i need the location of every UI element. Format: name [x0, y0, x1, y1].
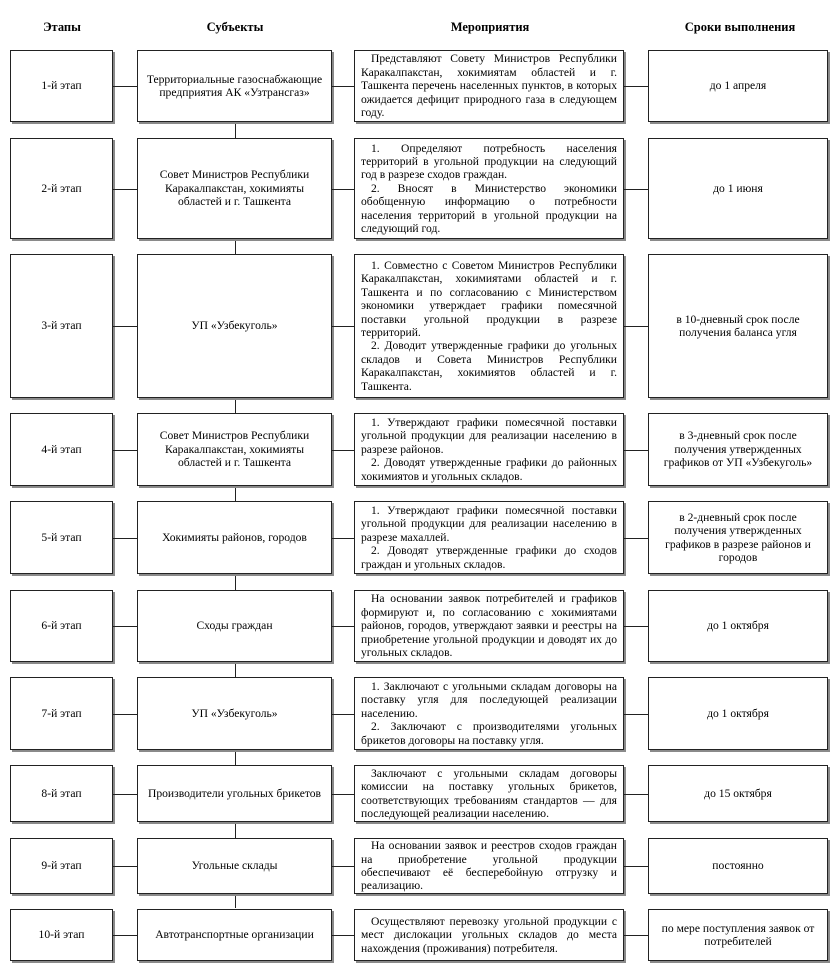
connector-line: [113, 86, 137, 87]
subject-box: [137, 50, 332, 122]
stage-box: [10, 501, 113, 574]
deadline-label: до 1 апреля: [709, 79, 767, 93]
stage-label: 4-й этап: [41, 442, 82, 456]
activity-item: 1. Утверждают графики помесячной поставки угольной продукции для реализации населению в разрезе районов.: [361, 415, 617, 456]
subject-label: Сходы граждан: [196, 619, 273, 633]
deadline-box: [648, 590, 828, 662]
deadline-label: постоянно: [712, 859, 764, 873]
connector-line: [332, 538, 354, 539]
stage-box: [10, 413, 113, 486]
activity-item: Представляют Совету Министров Республики Каракалпакстан, хокимиятам областей и г. Ташкента перечень населенных пунктов, в которых ожидается дефицит природного газа в следующем году.: [361, 52, 617, 120]
activity-box: [354, 138, 624, 239]
deadline-label: до 1 июня: [713, 181, 763, 195]
deadline-label: до 1 октября: [707, 619, 769, 633]
stage-label: 7-й этап: [41, 706, 82, 720]
connector-line: [624, 326, 648, 327]
activity-item: 2. Заключают с производителями угольных брикетов договоры на поставку угля.: [361, 720, 617, 747]
connector-line: [113, 626, 137, 627]
connector-line: [624, 714, 648, 715]
connector-line: [624, 794, 648, 795]
subject-label: Совет Министров Республики Каракалпакстан, хокимияты областей и г. Ташкента: [159, 429, 310, 470]
stage-label: 3-й этап: [41, 319, 82, 333]
connector-line: [332, 714, 354, 715]
connector-line: [113, 326, 137, 327]
connector-line: [113, 450, 137, 451]
deadline-box: [648, 413, 828, 486]
connector-line: [624, 935, 648, 936]
connector-line: [113, 714, 137, 715]
stage-box: [10, 677, 113, 750]
subject-box: [137, 838, 332, 894]
subject-box: [137, 138, 332, 239]
activity-box: [354, 909, 624, 961]
deadline-label: до 15 октября: [704, 786, 772, 800]
stage-box: [10, 838, 113, 894]
activity-item: На основании заявок потребителей и графиков формируют и, по согласованию с хокимиятами районов, городов, утверждают заявки и реестры на приобретение угольной продукции и доводят их до угольных складов.: [361, 592, 617, 660]
stage-label: 10-й этап: [38, 928, 85, 942]
connector-line: [332, 794, 354, 795]
deadline-label: до 1 октября: [707, 706, 769, 720]
header-subjects: Субъекты: [206, 20, 264, 34]
activity-item: На основании заявок и реестров сходов граждан на приобретение угольной продукции обеспечивают её бесперебойную отгрузку и реализацию.: [361, 839, 617, 893]
deadline-label: в 10-дневный срок после получения баланса угля: [676, 312, 800, 339]
connector-line: [332, 935, 354, 936]
stage-label: 5-й этап: [41, 530, 82, 544]
stage-box: [10, 765, 113, 822]
subject-label: Территориальные газоснабжающие предприятия АК «Узтрансгаз»: [146, 72, 323, 99]
connector-line: [624, 538, 648, 539]
subject-box: [137, 765, 332, 822]
connector-line: [113, 935, 137, 936]
subject-label: Угольные склады: [191, 859, 278, 873]
connector-line: [332, 626, 354, 627]
activity-item: 2. Доводят утвержденные графики до районных хокимиятов и угольных складов.: [361, 456, 617, 483]
deadline-box: [648, 765, 828, 822]
connector-line: [624, 866, 648, 867]
subject-label: Совет Министров Республики Каракалпакстан, хокимияты областей и г. Ташкента: [159, 168, 310, 209]
deadline-label: в 3-дневный срок после получения утвержденных графиков от УП «Узбекуголь»: [663, 429, 813, 470]
header-stages: Этапы: [43, 20, 81, 34]
stage-label: 1-й этап: [41, 79, 82, 93]
activity-box: [354, 838, 624, 894]
deadline-box: [648, 254, 828, 398]
activity-item: 2. Вносят в Министерство экономики обобщенную информацию о потребности населения территорий в угольной продукции на следующий год.: [361, 181, 617, 236]
connector-line: [113, 794, 137, 795]
connector-line: [332, 189, 354, 190]
deadline-box: [648, 50, 828, 122]
connector-line: [624, 450, 648, 451]
subject-box: [137, 677, 332, 750]
connector-line: [332, 86, 354, 87]
deadline-box: [648, 838, 828, 894]
subject-label: УП «Узбекуголь»: [191, 319, 278, 333]
connector-line: [332, 326, 354, 327]
activity-box: [354, 413, 624, 486]
subject-box: [137, 590, 332, 662]
connector-line: [113, 538, 137, 539]
connector-line: [113, 189, 137, 190]
connector-line: [624, 189, 648, 190]
connector-line: [332, 866, 354, 867]
activity-box: [354, 501, 624, 574]
stage-box: [10, 138, 113, 239]
stage-label: 8-й этап: [41, 786, 82, 800]
activity-item: Заключают с угольными складам договоры комиссии на поставку угольных брикетов, соответствующих требованиям стандартов — для последующей реализации населению.: [361, 766, 617, 820]
deadline-label: в 2-дневный срок после получения утвержденных графиков в разрезе районов и городов: [665, 510, 811, 564]
stage-label: 9-й этап: [41, 859, 82, 873]
activity-item: 2. Доводит утвержденные графики до угольных складов и Совета Министров Республики Каракалпакстан, хокимиятов областей и г. Ташкента.: [361, 339, 617, 393]
subject-label: Хокимияты районов, городов: [162, 530, 307, 544]
activity-item: 1. Заключают с угольными складам договоры на поставку угля для последующей реализации населению.: [361, 679, 617, 720]
deadline-box: [648, 677, 828, 750]
activity-item: 1. Совместно с Советом Министров Республики Каракалпакстан, хокимиятами областей и г. Ташкента и по согласованию с Министерством экономики утверждает графики помесячной поставки угольной продукции в разрезе территорий.: [361, 258, 617, 339]
connector-line: [624, 626, 648, 627]
connector-line: [624, 86, 648, 87]
activity-box: [354, 50, 624, 122]
activity-item: 1. Определяют потребность населения территорий в угольной продукции на следующий год в разрезе сходов граждан.: [361, 141, 617, 182]
header-activities: Мероприятия: [450, 20, 530, 34]
activity-item: Осуществляют перевозку угольной продукции с мест дислокации угольных складов до места нахождения (проживания) потребителя.: [361, 914, 617, 955]
header-deadlines: Сроки выполнения: [684, 20, 796, 34]
deadline-box: [648, 501, 828, 574]
subject-box: [137, 909, 332, 961]
connector-line: [332, 450, 354, 451]
stage-box: [10, 254, 113, 398]
stage-label: 2-й этап: [41, 181, 82, 195]
stage-box: [10, 590, 113, 662]
connector-line: [113, 866, 137, 867]
subject-box: [137, 254, 332, 398]
activity-item: 1. Утверждают графики помесячной поставки угольной продукции для реализации населению в разрезе махаллей.: [361, 503, 617, 544]
activity-box: [354, 765, 624, 822]
activity-box: [354, 254, 624, 398]
stage-box: [10, 50, 113, 122]
activity-box: [354, 590, 624, 662]
subject-box: [137, 413, 332, 486]
subject-label: Производители угольных брикетов: [147, 786, 322, 800]
subject-label: УП «Узбекуголь»: [191, 706, 278, 720]
stage-box: [10, 909, 113, 961]
subject-label: Автотранспортные организации: [155, 928, 314, 942]
subject-box: [137, 501, 332, 574]
deadline-label: по мере поступления заявок от потребителей: [661, 921, 815, 948]
activity-item: 2. Доводят утвержденные графики до сходов граждан и угольных складов.: [361, 544, 617, 571]
deadline-box: [648, 138, 828, 239]
activity-box: [354, 677, 624, 750]
deadline-box: [648, 909, 828, 961]
stage-label: 6-й этап: [41, 619, 82, 633]
